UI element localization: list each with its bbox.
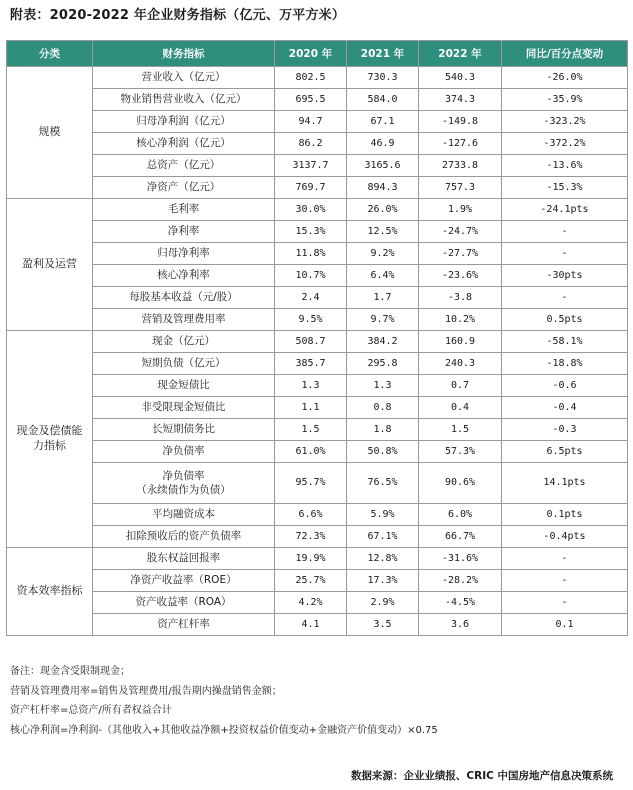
table-row	[7, 243, 628, 265]
header-2021: 2021 年	[347, 41, 419, 67]
value-2022-cell: 1.5	[419, 419, 502, 441]
metric-cell: 归母净利率	[93, 243, 275, 265]
change-cell: 0.1pts	[502, 504, 628, 526]
value-2020-cell: 2.4	[275, 287, 347, 309]
value-2022-cell: 0.4	[419, 397, 502, 419]
table-row	[7, 67, 628, 89]
change-cell: 0.5pts	[502, 309, 628, 331]
value-2021-cell: 5.9%	[347, 504, 419, 526]
value-2020-cell: 1.3	[275, 375, 347, 397]
metric-cell: 营业收入（亿元）	[93, 67, 275, 89]
metric-cell: 资产杠杆率	[93, 614, 275, 636]
header-metric: 财务指标	[93, 41, 275, 67]
value-2021-cell: 76.5%	[347, 463, 419, 504]
metric-cell: 毛利率	[93, 199, 275, 221]
metric-cell: 股东权益回报率	[93, 548, 275, 570]
header-2020: 2020 年	[275, 41, 347, 67]
value-2021-cell: 0.8	[347, 397, 419, 419]
value-2021-cell: 12.5%	[347, 221, 419, 243]
table-row	[7, 397, 628, 419]
value-2021-cell: 730.3	[347, 67, 419, 89]
value-2020-cell: 30.0%	[275, 199, 347, 221]
metric-cell: 归母净利润（亿元）	[93, 111, 275, 133]
value-2021-cell: 1.8	[347, 419, 419, 441]
change-cell: -372.2%	[502, 133, 628, 155]
value-2020-cell: 4.1	[275, 614, 347, 636]
data-source: 数据来源：企业业绩报、CRIC 中国房地产信息决策系统	[350, 770, 613, 782]
value-2020-cell: 3137.7	[275, 155, 347, 177]
change-cell: -	[502, 592, 628, 614]
value-2022-cell: 160.9	[419, 331, 502, 353]
value-2022-cell: 90.6%	[419, 463, 502, 504]
table-header-row	[7, 41, 628, 67]
value-2021-cell: 1.3	[347, 375, 419, 397]
change-cell: -0.6	[502, 375, 628, 397]
table-row	[7, 89, 628, 111]
table-row	[7, 287, 628, 309]
change-cell: -323.2%	[502, 111, 628, 133]
value-2022-cell: 240.3	[419, 353, 502, 375]
table-row	[7, 353, 628, 375]
value-2022-cell: 757.3	[419, 177, 502, 199]
value-2020-cell: 15.3%	[275, 221, 347, 243]
value-2021-cell: 3.5	[347, 614, 419, 636]
value-2022-cell: 0.7	[419, 375, 502, 397]
table-row	[7, 331, 628, 353]
page-title: 附表：2020-2022 年企业财务指标（亿元、万平方米）	[10, 8, 346, 23]
value-2022-cell: 374.3	[419, 89, 502, 111]
table-row	[7, 419, 628, 441]
value-2020-cell: 802.5	[275, 67, 347, 89]
change-cell: -	[502, 287, 628, 309]
value-2021-cell: 9.2%	[347, 243, 419, 265]
table-row	[7, 133, 628, 155]
value-2020-cell: 695.5	[275, 89, 347, 111]
value-2020-cell: 6.6%	[275, 504, 347, 526]
value-2022-cell: 6.0%	[419, 504, 502, 526]
change-cell: 6.5pts	[502, 441, 628, 463]
change-cell: -15.3%	[502, 177, 628, 199]
value-2020-cell: 4.2%	[275, 592, 347, 614]
table-row	[7, 309, 628, 331]
header-category: 分类	[7, 41, 93, 67]
value-2021-cell: 26.0%	[347, 199, 419, 221]
value-2020-cell: 385.7	[275, 353, 347, 375]
value-2022-cell: -28.2%	[419, 570, 502, 592]
value-2020-cell: 72.3%	[275, 526, 347, 548]
value-2021-cell: 46.9	[347, 133, 419, 155]
table-row	[7, 614, 628, 636]
table-row	[7, 177, 628, 199]
metric-cell: 资产收益率（ROA）	[93, 592, 275, 614]
table-row	[7, 504, 628, 526]
header-change: 同比/百分点变动	[502, 41, 628, 67]
value-2022-cell: -127.6	[419, 133, 502, 155]
value-2021-cell: 894.3	[347, 177, 419, 199]
financial-indicators-table	[6, 40, 628, 636]
value-2020-cell: 10.7%	[275, 265, 347, 287]
value-2022-cell: 1.9%	[419, 199, 502, 221]
value-2020-cell: 61.0%	[275, 441, 347, 463]
change-cell: -	[502, 570, 628, 592]
value-2020-cell: 19.9%	[275, 548, 347, 570]
value-2022-cell: -4.5%	[419, 592, 502, 614]
value-2020-cell: 9.5%	[275, 309, 347, 331]
value-2022-cell: -24.7%	[419, 221, 502, 243]
value-2022-cell: 10.2%	[419, 309, 502, 331]
note-line: 备注：现金含受限制现金；	[10, 666, 130, 677]
change-cell: -	[502, 243, 628, 265]
table-row	[7, 570, 628, 592]
change-cell: -0.3	[502, 419, 628, 441]
note-line: 营销及管理费用率=销售及管理费用/报告期内操盘销售金额；	[10, 685, 282, 697]
change-cell: -0.4pts	[502, 526, 628, 548]
change-cell: -24.1pts	[502, 199, 628, 221]
table-row	[7, 265, 628, 287]
value-2022-cell: -23.6%	[419, 265, 502, 287]
change-cell: -	[502, 548, 628, 570]
metric-cell: 核心净利率	[93, 265, 275, 287]
value-2020-cell: 1.5	[275, 419, 347, 441]
metric-cell: 平均融资成本	[93, 504, 275, 526]
table-row	[7, 548, 628, 570]
value-2021-cell: 2.9%	[347, 592, 419, 614]
value-2022-cell: 2733.8	[419, 155, 502, 177]
value-2021-cell: 584.0	[347, 89, 419, 111]
value-2021-cell: 384.2	[347, 331, 419, 353]
metric-cell: 每股基本收益（元/股）	[93, 287, 275, 309]
change-cell: -30pts	[502, 265, 628, 287]
table-row	[7, 375, 628, 397]
metric-cell: 现金（亿元）	[93, 331, 275, 353]
value-2020-cell: 94.7	[275, 111, 347, 133]
value-2022-cell: 3.6	[419, 614, 502, 636]
change-cell: 14.1pts	[502, 463, 628, 504]
metric-cell: 营销及管理费用率	[93, 309, 275, 331]
category-cell: 规模	[7, 67, 93, 199]
metric-cell: 短期负债（亿元）	[93, 353, 275, 375]
value-2022-cell: -3.8	[419, 287, 502, 309]
metric-cell: 净利率	[93, 221, 275, 243]
change-cell: -58.1%	[502, 331, 628, 353]
value-2021-cell: 3165.6	[347, 155, 419, 177]
value-2022-cell: 66.7%	[419, 526, 502, 548]
table-row	[7, 155, 628, 177]
metric-cell: 净资产（亿元）	[93, 177, 275, 199]
value-2022-cell: -149.8	[419, 111, 502, 133]
change-cell: -0.4	[502, 397, 628, 419]
table-row	[7, 592, 628, 614]
metric-cell: 非受限现金短债比	[93, 397, 275, 419]
value-2021-cell: 50.8%	[347, 441, 419, 463]
metric-cell: 核心净利润（亿元）	[93, 133, 275, 155]
change-cell: -35.9%	[502, 89, 628, 111]
metric-cell: 物业销售营业收入（亿元）	[93, 89, 275, 111]
category-cell: 盈利及运营	[7, 199, 93, 331]
value-2020-cell: 86.2	[275, 133, 347, 155]
value-2021-cell: 67.1%	[347, 526, 419, 548]
value-2022-cell: 57.3%	[419, 441, 502, 463]
category-cell: 现金及偿债能 力指标	[7, 331, 93, 548]
value-2021-cell: 295.8	[347, 353, 419, 375]
metric-cell: 长短期债务比	[93, 419, 275, 441]
value-2022-cell: -27.7%	[419, 243, 502, 265]
value-2020-cell: 508.7	[275, 331, 347, 353]
metric-cell: 净负债率 （永续债作为负债）	[93, 463, 275, 504]
metric-cell: 净资产收益率（ROE）	[93, 570, 275, 592]
value-2020-cell: 11.8%	[275, 243, 347, 265]
change-cell: -18.8%	[502, 353, 628, 375]
table-row	[7, 221, 628, 243]
value-2020-cell: 769.7	[275, 177, 347, 199]
value-2021-cell: 12.8%	[347, 548, 419, 570]
value-2021-cell: 6.4%	[347, 265, 419, 287]
metric-cell: 现金短债比	[93, 375, 275, 397]
change-cell: -	[502, 221, 628, 243]
value-2020-cell: 95.7%	[275, 463, 347, 504]
change-cell: -26.0%	[502, 67, 628, 89]
table-row	[7, 441, 628, 463]
table-row	[7, 111, 628, 133]
value-2021-cell: 9.7%	[347, 309, 419, 331]
category-cell: 资本效率指标	[7, 548, 93, 636]
value-2021-cell: 67.1	[347, 111, 419, 133]
table-row	[7, 463, 628, 504]
table-row	[7, 199, 628, 221]
table-row	[7, 526, 628, 548]
note-line: 资产杠杆率=总资产/所有者权益合计	[10, 705, 172, 716]
metric-cell: 扣除预收后的资产负债率	[93, 526, 275, 548]
value-2022-cell: 540.3	[419, 67, 502, 89]
value-2021-cell: 17.3%	[347, 570, 419, 592]
metric-cell: 总资产（亿元）	[93, 155, 275, 177]
change-cell: -13.6%	[502, 155, 628, 177]
notes	[10, 662, 438, 740]
value-2022-cell: -31.6%	[419, 548, 502, 570]
value-2021-cell: 1.7	[347, 287, 419, 309]
header-2022: 2022 年	[419, 41, 502, 67]
note-line: 核心净利润=净利润-（其他收入+其他收益净额+投资权益价值变动+金融资产价值变动）×0.75	[10, 724, 438, 736]
metric-cell: 净负债率	[93, 441, 275, 463]
value-2020-cell: 25.7%	[275, 570, 347, 592]
value-2020-cell: 1.1	[275, 397, 347, 419]
change-cell: 0.1	[502, 614, 628, 636]
